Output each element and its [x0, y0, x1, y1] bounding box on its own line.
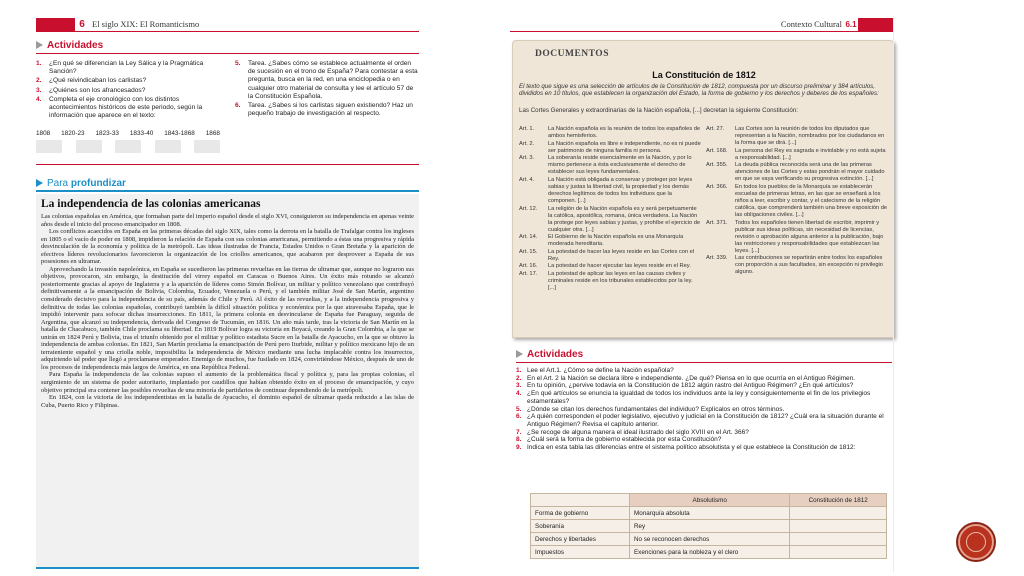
- item-text: ¿Se recoge de alguna manera el ideal ilustrado del siglo XVIII en el Art. 366?: [527, 428, 749, 436]
- item-number: 6.: [235, 102, 241, 110]
- timeline-blank-box: [194, 140, 220, 153]
- section-title: Contexto Cultural: [780, 19, 842, 29]
- article-text: La potestad de aplicar las leyes en las causas civiles y criminales reside en los tribunales establecidos por la ley. [...]: [548, 270, 693, 292]
- table-row: [531, 546, 887, 559]
- item-text: ¿Qué reivindicaban los carlistas?: [49, 77, 147, 85]
- constitution-article: [706, 220, 888, 255]
- item-number: 4.: [516, 390, 522, 398]
- list-item: [516, 406, 894, 414]
- constitution-article: [519, 263, 701, 270]
- reading-box: [36, 194, 419, 569]
- circle-icon: [966, 532, 986, 552]
- item-number: 6.: [516, 413, 522, 421]
- item-number: 1.: [516, 367, 522, 374]
- constitution-article: [706, 148, 888, 162]
- table-cell: Exenciones para la nobleza y el clero: [629, 546, 789, 559]
- article-text: La potestad de hacer las leyes reside en las Cortes con el Rey.: [548, 248, 695, 262]
- table-header-cell: [531, 494, 630, 507]
- article-text: La Nación española es la reunión de todos los españoles de ambos hemisferios.: [548, 126, 701, 140]
- list-item: [516, 382, 894, 390]
- reading-paragraph: Los conflictos acaecidos en España en las primeras décadas del siglo XIX, tales como la derrota en la batalla de Trafalgar contra los ingleses en 1805 o el vacío de poder en 1808, impidieron la relación de España con sus colonias americanas, permitiendo a éstas una progresiva y rápida desvinculación de la economía y política de la metrópoli. Las ideas ilustradas de Francia, Estados Unidos o Gran Bretaña y la aparición de efectivos líderes revolucionarios favorecieron la organización de los criollos americanos, que acabaron por desproveer a España de sus posesiones en ultramar.: [41, 228, 414, 266]
- reading-paragraph: Para España la independencia de las colonias supuso el aumento de la problemática fiscal y política y, para las propias colonias, el surgimiento de un sistema de poder autoritario, implantado por caudillos que habían obtenido éxito en el proceso de emancipación, y cuyo objetivo principal era contener las posibles revueltas de una minoría de partidarios de continuar dependiendo de la metrópoli.: [41, 371, 414, 394]
- list-item: [516, 436, 894, 444]
- article-number: Art. 15.: [519, 248, 538, 255]
- article-text: Todos los españoles tienen libertad de escribir, imprimir y publicar sus ideas políticas, sin necesidad de licencias, revisión o aprobación alguna anterior a la publicación, bajo las restricciones y responsabilidades que establezcan las leyes. [...]: [735, 219, 884, 254]
- constitution-article: [706, 126, 888, 147]
- left-page-header: [36, 18, 419, 32]
- reading-title: La independencia de las colonias americanas: [41, 198, 261, 210]
- table-cell: Rey: [629, 520, 789, 533]
- timeline-blank-box: [115, 140, 141, 153]
- item-number: 3.: [36, 86, 42, 94]
- activities-heading: Actividades: [36, 40, 103, 51]
- page-edge: [893, 16, 894, 572]
- activities-list-right: [235, 60, 419, 119]
- table-header-row: [531, 494, 887, 507]
- item-text: En tu opinión, ¿pervive todavía en la Constitución de 1812 algún rastro del Antiguo Régimen? ¿En qué artículos?: [527, 382, 854, 390]
- constitution-article: [706, 255, 888, 276]
- timeline-labels: [36, 130, 220, 137]
- constitution-article: [519, 249, 701, 263]
- constitution-article: [519, 155, 701, 176]
- article-number: Art. 339.: [706, 255, 728, 262]
- item-number: 4.: [36, 95, 42, 103]
- constitution-article: [706, 184, 888, 219]
- timeline-year: 1868: [205, 130, 220, 137]
- article-text: La potestad de hacer ejecutar las leyes reside en el Rey.: [548, 263, 691, 270]
- article-text: La religión de la Nación española es y será perpetuamente la católica, apostólica, romana, única verdadera. La Nación la protege por leyes sabias y justas, y prohíbe el ejercicio de cualquier otra. [...]: [548, 205, 701, 233]
- list-item: [516, 367, 894, 375]
- triangle-arrow-icon: [36, 179, 43, 187]
- right-page-header: [510, 18, 894, 32]
- table-cell: Forma de gobierno: [531, 507, 630, 520]
- table-cell: [790, 546, 887, 559]
- list-item: [235, 60, 419, 101]
- timeline-blank-box: [76, 140, 102, 153]
- comparison-table: [530, 493, 887, 559]
- article-text: La soberanía reside esencialmente en la Nación, y por lo mismo pertenece a ésta exclusivamente el derecho de establecer sus leyes fundamentales.: [548, 155, 692, 176]
- item-number: 8.: [516, 436, 522, 444]
- list-item: [516, 429, 894, 437]
- table-cell: Monarquía absoluta: [629, 507, 789, 520]
- constitution-article: [519, 177, 701, 205]
- article-text: En todos los pueblos de la Monarquía se establecerán escuelas de primeras letras, en las que se enseñará a los niños a leer, escribir y contar, y el catecismo de la religión católica, que comprenderá también una breve exposición de las obligaciones civiles. [...]: [735, 183, 888, 219]
- documents-title: La Constitución de 1812: [652, 70, 756, 80]
- item-number: 2.: [516, 374, 522, 382]
- table-header-cell: Absolutismo: [629, 494, 789, 507]
- activities-bottom-divider: [36, 164, 419, 165]
- triangle-arrow-icon: [516, 350, 523, 358]
- item-text: En el Art. 2 la Nación se declara libre e independiente. ¿De qué? Piensa en lo que ocurría en el Antiguo Régimen.: [527, 374, 856, 382]
- list-item: [516, 390, 894, 405]
- article-number: Art. 3.: [519, 155, 535, 162]
- timeline-boxes: [36, 140, 220, 153]
- article-text: La deuda pública reconocida será una de las primeras atenciones de las Cortes y estas pondrán el mayor cuidado en que se vaya verificando su progresiva extinción. [...]: [735, 162, 885, 183]
- item-text: ¿Cuál será la forma de gobierno establecida por esta Constitución?: [527, 436, 722, 444]
- article-number: Art. 12.: [519, 205, 538, 212]
- table-row: [531, 520, 887, 533]
- list-item: [516, 413, 894, 428]
- article-number: Art. 4.: [519, 176, 535, 183]
- table-cell: Soberanía: [531, 520, 630, 533]
- article-number: Art. 14.: [519, 234, 538, 241]
- timeline: [36, 130, 220, 153]
- documents-intro: El texto que sigue es una selección de artículos de la Constitución de 1812, compuesta por un discurso preliminar y 384 artículos, divididos en 10 títulos, que establecen la organización del Estado, la forma de gobierno y los derechos y deberes de los españoles:: [519, 83, 879, 98]
- timeline-year: 1833-40: [129, 130, 154, 137]
- item-text: ¿A quién corresponden el poder legislativo, ejecutivo y judicial en la Constitución de 1812? ¿Cuál era la situación durante el Antiguo Régimen? Revisa el capítulo anterior.: [527, 413, 884, 428]
- reading-body: [41, 213, 414, 409]
- activities-list: [516, 367, 894, 452]
- section-number: 6.1: [845, 20, 857, 29]
- right-page: [510, 16, 894, 572]
- article-number: Art. 17.: [519, 270, 538, 277]
- documents-label: DOCUMENTOS: [535, 49, 609, 59]
- article-text: La persona del Rey es sagrada e inviolable y no está sujeta a responsabilidad. [...]: [735, 147, 886, 161]
- timeline-year: 1808: [36, 130, 51, 137]
- table-cell: Impuestos: [531, 546, 630, 559]
- activities-divider-right: [516, 362, 892, 363]
- item-number: 9.: [516, 444, 522, 452]
- article-number: Art. 1.: [519, 126, 535, 132]
- item-number: 5.: [516, 405, 522, 413]
- table-header-cell: Constitución de 1812: [790, 494, 887, 507]
- article-number: Art. 371.: [706, 219, 728, 226]
- list-item: [235, 102, 419, 118]
- list-item: [36, 87, 220, 95]
- next-slide-button[interactable]: [958, 524, 994, 560]
- item-text: Tarea. ¿Sabes si los carlistas siguen existiendo? Haz un pequeño trabajo de investigación al respecto.: [248, 102, 413, 118]
- table-row: [531, 533, 887, 546]
- item-text: Indica en esta tabla las diferencias entre el sistema político absolutista y el que establece la Constitución de 1812:: [527, 444, 856, 452]
- table-cell: [790, 520, 887, 533]
- article-number: Art. 366.: [706, 183, 728, 190]
- documents-box: [512, 40, 894, 338]
- constitution-article: [706, 162, 888, 183]
- constitution-article: [519, 126, 701, 140]
- article-number: Art. 27.: [706, 126, 725, 132]
- item-text: Completa el eje cronológico con los distintos acontecimientos históricos de este periodo, según la información que aparece en el texto:: [49, 95, 203, 120]
- profundizar-heading: Para profundizar: [36, 178, 126, 189]
- item-text: ¿Quiénes son los afrancesados?: [49, 86, 146, 94]
- item-text: Tarea. ¿Sabes cómo se establece actualmente el orden de sucesión en el trono de España? Para contestar a esta pregunta, busca en la red, en una enciclopedia o en cualquier otro material de consulta y lee el artículo 57 de la Constitución Española.: [248, 60, 418, 100]
- article-number: Art. 16.: [519, 263, 538, 270]
- item-text: ¿En qué artículos se enuncia la igualdad de todos los individuos ante la ley y consiguientemente el fin de los privilegios estamentales?: [527, 390, 871, 405]
- activities-heading-right: Actividades: [516, 349, 583, 360]
- list-item: [36, 96, 220, 121]
- table-cell: No se reconocen derechos: [629, 533, 789, 546]
- constitution-article: [519, 234, 701, 248]
- item-text: ¿En qué se diferencian la Ley Sálica y la Pragmática Sanción?: [49, 60, 204, 76]
- item-number: 1.: [36, 60, 42, 67]
- chapter-number: 6: [75, 18, 89, 31]
- item-number: 2.: [36, 77, 42, 85]
- table-cell: [790, 533, 887, 546]
- article-text: Las Cortes son la reunión de todos los diputados que representan a la Nación, nombrados por los ciudadanos en la forma que se dirá. [...]: [735, 126, 885, 147]
- item-number: 5.: [235, 60, 241, 67]
- article-number: Art. 168.: [706, 147, 728, 154]
- constitution-article: [519, 206, 701, 234]
- table-cell: Derechos y libertades: [531, 533, 630, 546]
- item-number: 7.: [516, 428, 522, 436]
- articles-column-right: [706, 126, 888, 277]
- item-number: 3.: [516, 382, 522, 390]
- item-text: Lee el Art.1. ¿Cómo se define la Nación española?: [527, 367, 674, 374]
- article-text: El Gobierno de la Nación española es una Monarquía moderada hereditaria.: [548, 234, 684, 248]
- activities-list-left: [36, 60, 220, 121]
- documents-preamble: Las Cortes Generales y extraordinarias de la Nación española, [...] decretan la siguiente Constitución:: [519, 107, 798, 114]
- timeline-year: 1843-1868: [164, 130, 195, 137]
- timeline-blank-box: [36, 140, 62, 153]
- chapter-title: El siglo XIX: El Romanticismo: [92, 19, 200, 29]
- constitution-article: [519, 141, 701, 155]
- article-text: La Nación está obligada a conservar y proteger por leyes sabias y justas la libertad civil, la propiedad y los demás derechos legítimos de todos los individuos que la componen. [...]: [548, 176, 693, 204]
- reading-paragraph: Las colonias españolas en América, que formaban parte del imperio español desde el siglo XVI, consiguieron su independencia en apenas veinte años desde el inicio del proceso emancipador en 1808.: [41, 213, 414, 228]
- list-item: [516, 375, 894, 383]
- profundizar-divider: [36, 190, 419, 192]
- table-row: [531, 507, 887, 520]
- list-item: [36, 60, 220, 76]
- left-page: [36, 16, 419, 572]
- article-text: Las contribuciones se repartirán entre todos los españoles con proporción a sus facultades, sin excepción ni privilegio alguno.: [735, 255, 883, 276]
- list-item: [516, 444, 894, 452]
- timeline-year: 1820-23: [61, 130, 85, 137]
- timeline-year: 1823-33: [95, 130, 119, 137]
- reading-paragraph: Aprovechando la invasión napoleónica, en España se sucedieron las primeras revueltas en las tierras de ultramar que, aunque no lograron sus objetivos, provocaron, sin embargo, la destitución del virrey español en Caracas o Buenos Aires. Un éxito más rotundo se alcanzó posteriormente gracias al apoyo de Inglaterra y a la aparición de líderes como Simón Bolívar, un militar y político venezolano que contribuyó definitivamente a la emancipación de Bolivia, Colombia, Ecuador, Venezuela o Perú, y el también militar José de San Martín, argentino considerado decisivo para la independencia de su país, además de Chile y Perú. Al éxito de las revueltas, y a la independencia progresiva y definitiva de todas las colonias españolas, contribuyó también la difícil situación política y económica por la que atravesaba España, que le impidió intervenir para sofocar dichas insurrecciones. En 1811, la primera colonia en desvincularse de España fue Paraguay, seguida de Argentina, que alcanzó su independencia, derivada del Congreso de Tucumán, en 1816. Un año más tarde, tras la victoria de San Martín en la batalla de Chacabuco, también Chile proclama su libertad. En 1819 Bolívar logra su victoria en Boyacá, creando la Gran Colombia, a la que se unirán en 1824 Perú y Bolivia, tras el triunfo obtenido por el militar y político estadista Sucre en la batalla de Ayacucho, en la que se obtuvo la independencia de ambas colonias. En 1821, San Martín proclama la emancipación de Perú pero Iturbide, militar y político mexicano hijo de un terrateniente español y una criolla noble, imposibilita la independencia de México mediante una lucha implacable contra los insurrectos, adquiriendo tal poder que llegó a proclamarse emperador. Enemigo de muchos, fue fusilado en 1824, convirtiéndose México, después de uno de los procesos de independencia más largos de América, en una República Federal.: [41, 265, 414, 371]
- article-number: Art. 355.: [706, 162, 728, 169]
- constitution-article: [519, 271, 701, 292]
- reading-paragraph: En 1824, con la victoria de los independentistas en la batalla de Ayacucho, el dominio español de ultramar queda reducido a las islas de Cuba, Puerto Rico y Filipinas.: [41, 394, 414, 409]
- articles-column-left: [519, 126, 701, 293]
- list-item: [36, 77, 220, 85]
- triangle-arrow-icon: [36, 41, 43, 49]
- article-text: La Nación española es libre e independiente, no es ni puede ser patrimonio de ninguna familia ni persona.: [548, 140, 701, 154]
- table-cell: [790, 507, 887, 520]
- item-text: ¿Dónde se citan los derechos fundamentales del individuo? Explícalos en otros términos.: [527, 405, 785, 413]
- timeline-blank-box: [155, 140, 181, 153]
- activities-divider: [36, 53, 419, 54]
- article-number: Art. 2.: [519, 140, 535, 147]
